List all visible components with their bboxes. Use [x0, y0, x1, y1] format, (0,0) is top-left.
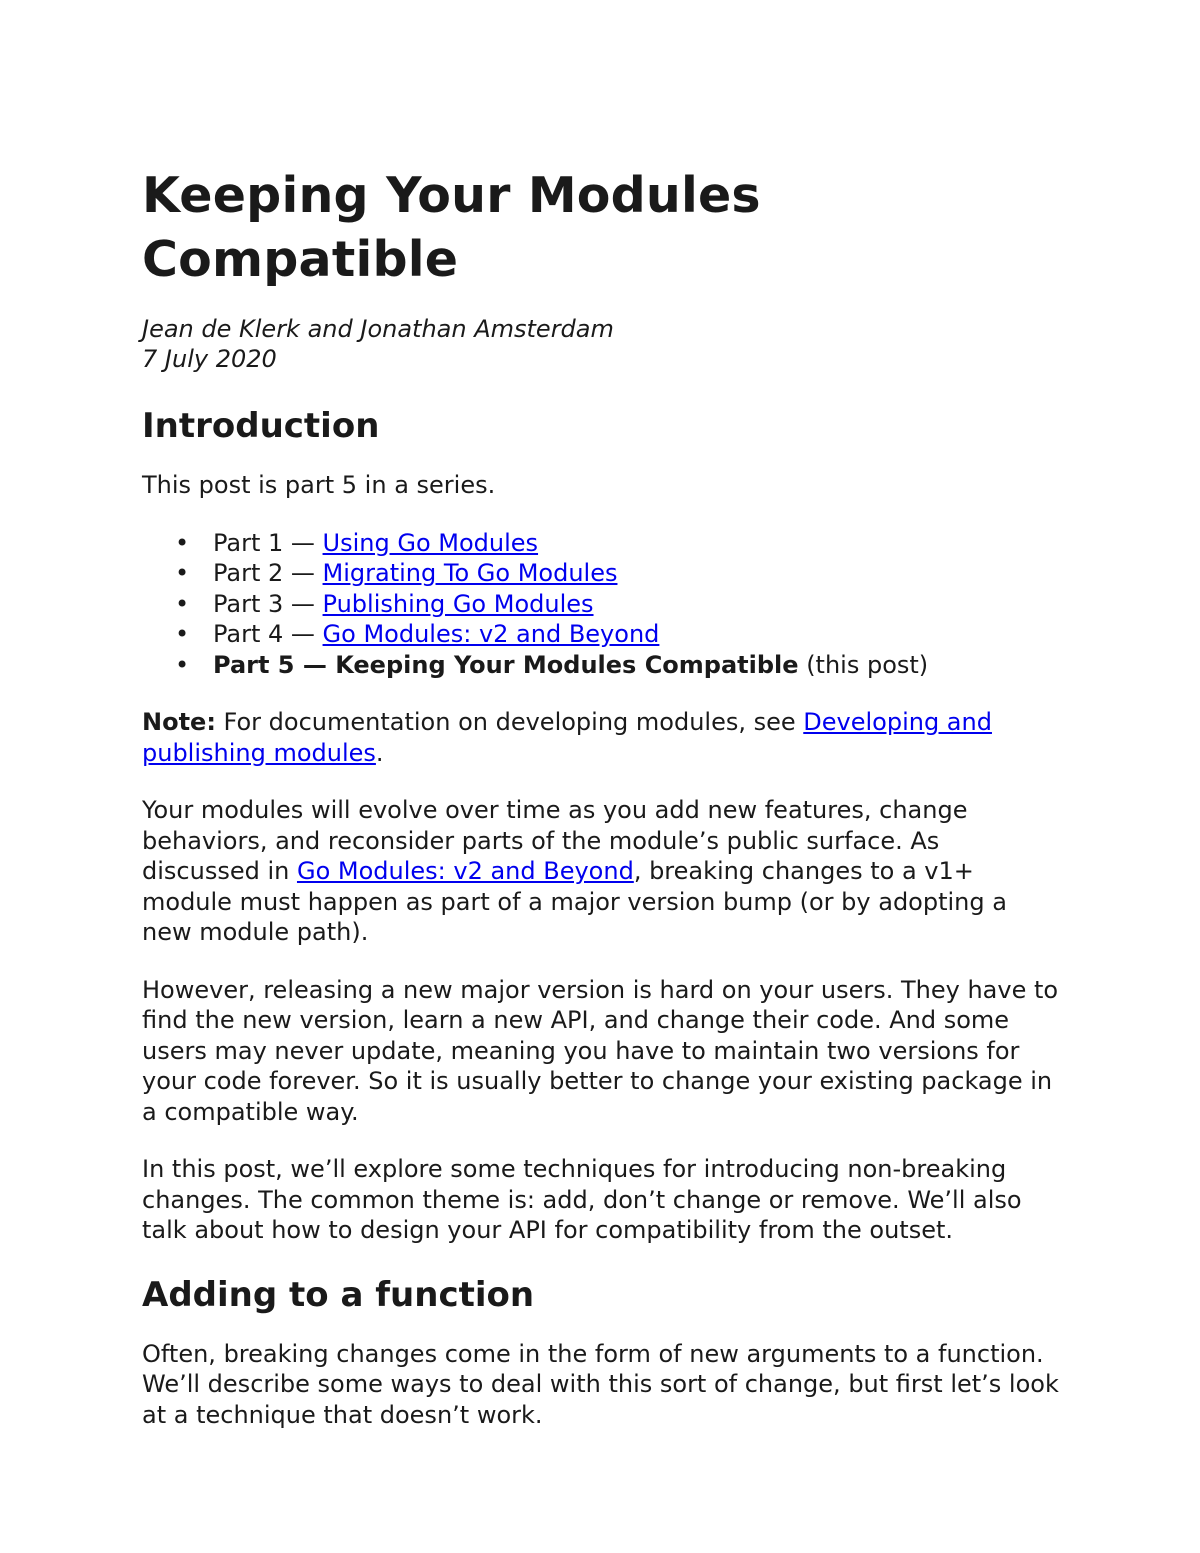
- link-go-modules-v2-and-beyond[interactable]: Go Modules: v2 and Beyond: [322, 620, 660, 648]
- article-title: Keeping Your Modules Compatible: [142, 167, 761, 288]
- series-item-part-5: [142, 650, 1060, 681]
- evolve-text-b: , breaking changes to a v1+ module must happen as part of a major version bump (or by adopting a new module path).: [142, 857, 1007, 946]
- link-go-modules-v2-and-beyond-inline[interactable]: Go Modules: v2 and Beyond: [296, 857, 634, 885]
- link-developing-and-publishing-modules[interactable]: Developing and publishing modules: [142, 708, 992, 767]
- link-migrating-to-go-modules[interactable]: Migrating To Go Modules: [322, 559, 618, 587]
- adding-to-function-heading: Adding to a function: [142, 1274, 535, 1315]
- article-authors: Jean de Klerk and Jonathan Amsterdam: [142, 315, 614, 343]
- series-item-part-4: [142, 619, 1060, 650]
- bullet-marker: •: [175, 559, 190, 587]
- new-arguments-paragraph: Often, breaking changes come in the form of new arguments to a function. We’ll describe some ways to deal with this sort of change, but first let’s look at a technique that doesn’t work.: [142, 1339, 1059, 1429]
- evolve-text-a: Your modules will evolve over time as you add new features, change behaviors, and reconsider parts of the module’s public surface. As discussed in: [142, 796, 968, 885]
- series-item-part-1: [142, 528, 1060, 559]
- byline: [142, 314, 1060, 374]
- series-list: [142, 528, 1060, 681]
- techniques-paragraph: In this post, we’ll explore some techniques for introducing non-breaking changes. The common theme is: add, don’t change or remove. We’ll also talk about how to design your API for compatibility from the outset.: [142, 1155, 1022, 1244]
- introduction-heading: Introduction: [142, 406, 380, 446]
- note-paragraph: [142, 707, 1060, 768]
- series-item-part-2: [142, 558, 1060, 589]
- link-publishing-go-modules[interactable]: Publishing Go Modules: [322, 589, 594, 618]
- bullet-marker: •: [175, 620, 190, 648]
- current-part-suffix: (this post): [798, 650, 929, 679]
- series-item-prefix: Part 2 —: [213, 559, 323, 587]
- note-end: .: [375, 738, 384, 767]
- article-date: 7 July 2020: [142, 345, 277, 373]
- series-item-part-3: [142, 589, 1060, 620]
- major-version-paragraph: However, releasing a new major version is hard on your users. They have to find the new version, learn a new API, and change their code. And some users may never update, meaning you have to maintain two versions for your code forever. So it is usually better to change your existing package in a compatible way.: [142, 975, 1059, 1126]
- series-intro-text: This post is part 5 in a series.: [142, 471, 496, 499]
- note-text: For documentation on developing modules, see: [215, 708, 804, 736]
- bullet-marker: •: [175, 650, 190, 679]
- series-item-prefix: Part 1 —: [213, 528, 323, 557]
- bullet-marker: •: [175, 528, 190, 557]
- link-using-go-modules[interactable]: Using Go Modules: [322, 528, 539, 557]
- note-label: Note:: [142, 708, 216, 736]
- bullet-marker: •: [175, 589, 190, 618]
- current-part-label: Part 5 — Keeping Your Modules Compatible: [213, 650, 799, 679]
- series-item-prefix: Part 3 —: [213, 589, 323, 618]
- series-item-prefix: Part 4 —: [213, 620, 323, 648]
- evolve-paragraph: [142, 795, 1060, 948]
